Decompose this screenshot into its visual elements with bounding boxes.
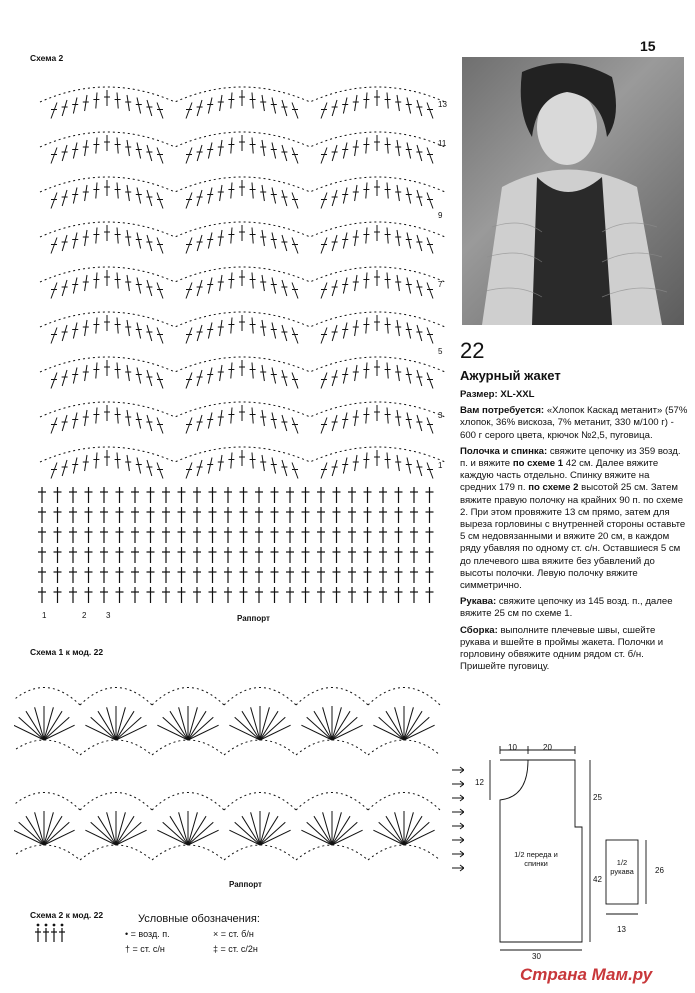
scheme2-rapport-label: Раппорт bbox=[237, 614, 270, 623]
scheme1-rapport-label: Раппорт bbox=[229, 880, 262, 889]
watermark: Страна Мам.ру bbox=[520, 965, 653, 984]
sleeve-paragraph: Рукава: свяжите цепочку из 145 возд. п., далее вяжите 25 см по схеме 1. bbox=[460, 596, 673, 620]
materials-paragraph: Вам потребуется: «Хлопок Каскад метанит» (57% хлопок, 36% вискоза, 7% метанит, 330 м/100 г) - 600 г серого цвета, крючок №2,5, пуговица. bbox=[460, 405, 688, 441]
row-number-13: 13 bbox=[438, 100, 447, 109]
col-number-1: 1 bbox=[42, 611, 47, 620]
row-number-9: 9 bbox=[438, 211, 443, 220]
page-number: 15 bbox=[640, 38, 656, 54]
legend-symbol-chain: • = возд. п. bbox=[125, 929, 170, 939]
legend-symbol-tr: ‡ = ст. с/2н bbox=[213, 944, 258, 954]
legend-symbol-dc: † = ст. с/н bbox=[125, 944, 165, 954]
size-paragraph: Размер: XL-XXL bbox=[460, 389, 535, 400]
scheme2-small-label: Схема 2 к мод. 22 bbox=[30, 910, 104, 920]
row-number-7: 7 bbox=[438, 280, 443, 289]
row-number-3: 3 bbox=[438, 411, 443, 420]
dim-left: 12 bbox=[475, 778, 484, 787]
dim-sleeve-height: 26 bbox=[655, 866, 664, 875]
dim-top-a: 10 bbox=[508, 743, 517, 752]
scheme1-label: Схема 1 к мод. 22 bbox=[30, 647, 104, 657]
row-number-5: 5 bbox=[438, 347, 443, 356]
sleeve-piece-label: 1/2 рукава bbox=[610, 858, 634, 876]
scheme2-label: Схема 2 bbox=[30, 53, 64, 63]
dim-sleeve-width: 13 bbox=[617, 925, 626, 934]
col-number-2: 2 bbox=[82, 611, 87, 620]
row-number-1: 1 bbox=[438, 461, 443, 470]
pattern-diagram bbox=[470, 742, 670, 957]
front-piece-label: 1/2 переда и спинки bbox=[514, 850, 558, 868]
dim-bottom: 30 bbox=[532, 952, 541, 961]
instructions bbox=[460, 389, 688, 677]
row-number-11: 11 bbox=[438, 139, 447, 148]
model-photo bbox=[462, 57, 684, 325]
dim-right-lower: 42 bbox=[593, 875, 602, 884]
legend-symbol-sc: × = ст. б/н bbox=[213, 929, 254, 939]
scheme2-small-chart bbox=[34, 922, 74, 944]
fronts-paragraph: Полочка и спинка: свяжите цепочку из 359 возд. п. и вяжите по схеме 1 42 см. Далее вяжите каждую часть отдельно. Спинку вяжите на средних 179 п. по схеме 2 высотой 25 см. Затем вяжите правую полочку на крайних 90 п. по схеме 2. При этом провяжите 13 см прямо, затем для выреза горловины с внутренней стороны оставьте 5 см недовязанными и вяжите 20 см, в каждом ряду убавляя по одному ст. с/н. Оставшиеся 5 см до плечевого шва вяжите без убавлений до высоты полочки. Левую полочку вяжите симметрично. bbox=[460, 445, 686, 592]
col-number-3: 3 bbox=[106, 611, 111, 620]
legend-title: Условные обозначения: bbox=[138, 913, 260, 925]
model-number: 22 bbox=[460, 338, 485, 363]
dim-top-b: 20 bbox=[543, 743, 552, 752]
scheme2-chart bbox=[30, 62, 450, 622]
assembly-paragraph: Сборка: выполните плечевые швы, сшейте рукава и вшейте в проймы жакета. Полочки и горловину обвяжите одним рядом ст. б/н. Пришейте пуговицу. bbox=[460, 624, 664, 673]
scheme1-chart bbox=[14, 660, 464, 885]
dim-right-upper: 25 bbox=[593, 793, 602, 802]
model-title: Ажурный жакет bbox=[460, 368, 561, 383]
